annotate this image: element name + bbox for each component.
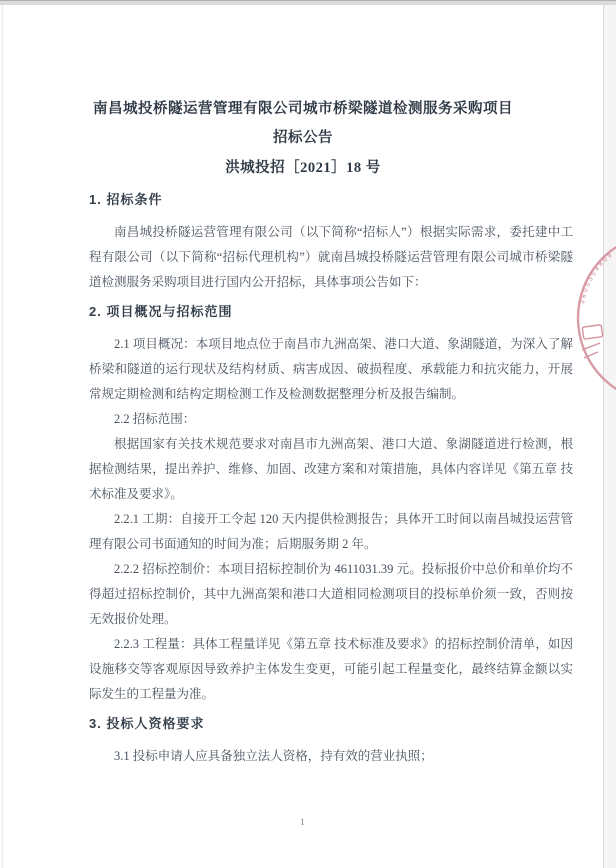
document-title-line1: 南昌城投桥隧运营管理有限公司城市桥梁隧道检测服务采购项目 [93, 101, 513, 117]
paragraph-2-2-scope-label: 2.2 招标范围： [114, 412, 196, 426]
document-number: 洪城投招［2021］18 号 [225, 160, 381, 176]
paragraph-2-2-scope-detail: 根据国家有关技术规范要求对南昌市九洲高架、港口大道、象湖隧道进行检测，根据检测结果，提出养护、维修、加固、改建方案和对策措施，具体内容详见《第五章 技术标准及要求》。 [89, 437, 573, 501]
paragraph-3-1-qualification: 3.1 投标申请人应具备独立法人资格，持有效的营业执照； [114, 749, 433, 763]
document-page [2, 5, 603, 868]
section-heading-bidder-qualifications: 3. 投标人资格要求 [89, 716, 205, 731]
section-heading-project-overview: 2. 项目概况与招标范围 [89, 304, 233, 319]
paragraph-2-2-1-duration: 2.2.1 工期：自接开工令起 120 天内提供检测报告；具体开工时间以南昌城投运营管理有限公司书面通知的时间为准；后期服务期 2 年。 [89, 512, 573, 551]
paragraph-2-2-2-control-price: 2.2.2 招标控制价：本项目招标控制价为 4611031.39 元。投标报价中总价和单价均不得超过招标控制价，其中九洲高架和港口大道相同检测项目的投标单价须一致，否则按无效报价处理。 [89, 562, 573, 626]
seal-digits: 3605354808 [580, 251, 616, 305]
document-body [89, 187, 573, 769]
paragraph-2-1-overview: 2.1 项目概况：本项目地点位于南昌市九洲高架、港口大道、象湖隧道，为深入了解桥梁和隧道的运行现状及结构材质、病害成因、破损程度、承载能力和抗灾能力，开展常规定期检测和结构定期检测工作及检测数据整理分析及报告编制。 [89, 337, 573, 401]
paragraph-2-2-3-quantities: 2.2.3 工程量：具体工程量详见《第五章 技术标准及要求》的招标控制价清单，如因设施移交等客观原因导致养护主体发生变更，可能引起工程量变化，最终结算金额以实际发生的工程量为准。 [89, 637, 573, 701]
section-heading-bidding-conditions: 1. 招标条件 [89, 192, 163, 207]
page-number: 1 [300, 818, 305, 828]
document-header [3, 5, 603, 183]
paragraph-intro: 南昌城投桥隧运营管理有限公司（以下简称“招标人”）根据实际需求，委托建中工程有限公司（以下简称“招标代理机构”）就南昌城投桥隧运营管理有限公司城市桥梁隧道检测服务采购项目进行国内公开招标，具体事项公告如下： [89, 225, 573, 289]
page-right-edge [603, 5, 616, 868]
document-title-line2: 招标公告 [273, 130, 333, 146]
